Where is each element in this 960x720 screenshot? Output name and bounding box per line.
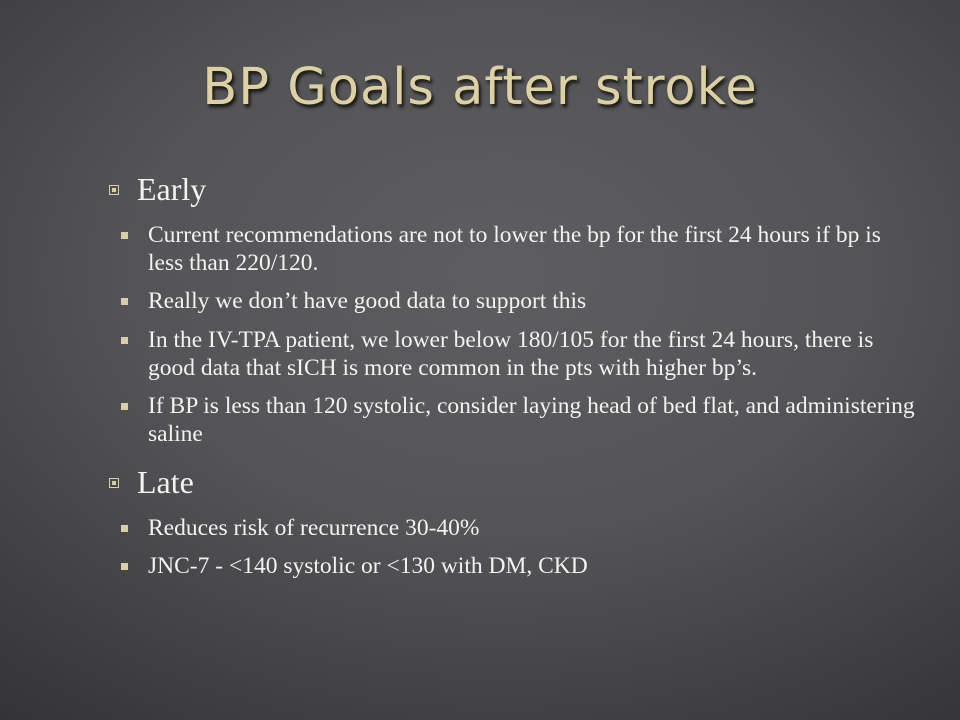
section-heading-late	[107, 465, 917, 501]
slide-body	[107, 172, 917, 592]
list-item	[107, 288, 917, 316]
square-bullet-icon	[121, 232, 128, 239]
list-item-text: Reduces risk of recurrence 30-40%	[148, 514, 480, 541]
list-item-text: JNC-7 - <140 systolic or <130 with DM, CKD	[148, 553, 588, 580]
slide-title: BP Goals after stroke	[202, 58, 758, 117]
square-bullet-icon	[121, 563, 128, 570]
list-item	[107, 222, 917, 277]
square-bullet-icon	[121, 298, 128, 305]
section-heading-early	[107, 172, 917, 208]
list-item	[107, 515, 917, 543]
square-bullet-icon	[109, 478, 119, 488]
list-item-text: Current recommendations are not to lower the bp for the first 24 hours if bp is less than 220/120.	[148, 221, 881, 276]
list-item-text: In the IV-TPA patient, we lower below 180/105 for the first 24 hours, there is good data that sICH is more common in the pts with higher bp’s.	[148, 326, 874, 381]
list-item-text: Really we don’t have good data to support this	[148, 288, 587, 315]
list-item-text: If BP is less than 120 systolic, consider laying head of bed flat, and administering saline	[148, 393, 915, 448]
section-heading-label: Late	[137, 463, 194, 500]
section-heading-label: Early	[137, 171, 207, 207]
list-item	[107, 393, 917, 448]
list-item	[107, 327, 917, 382]
square-bullet-icon	[121, 403, 128, 410]
square-bullet-icon	[109, 185, 119, 195]
list-item	[107, 553, 917, 581]
square-bullet-icon	[121, 337, 128, 344]
square-bullet-icon	[121, 525, 128, 532]
